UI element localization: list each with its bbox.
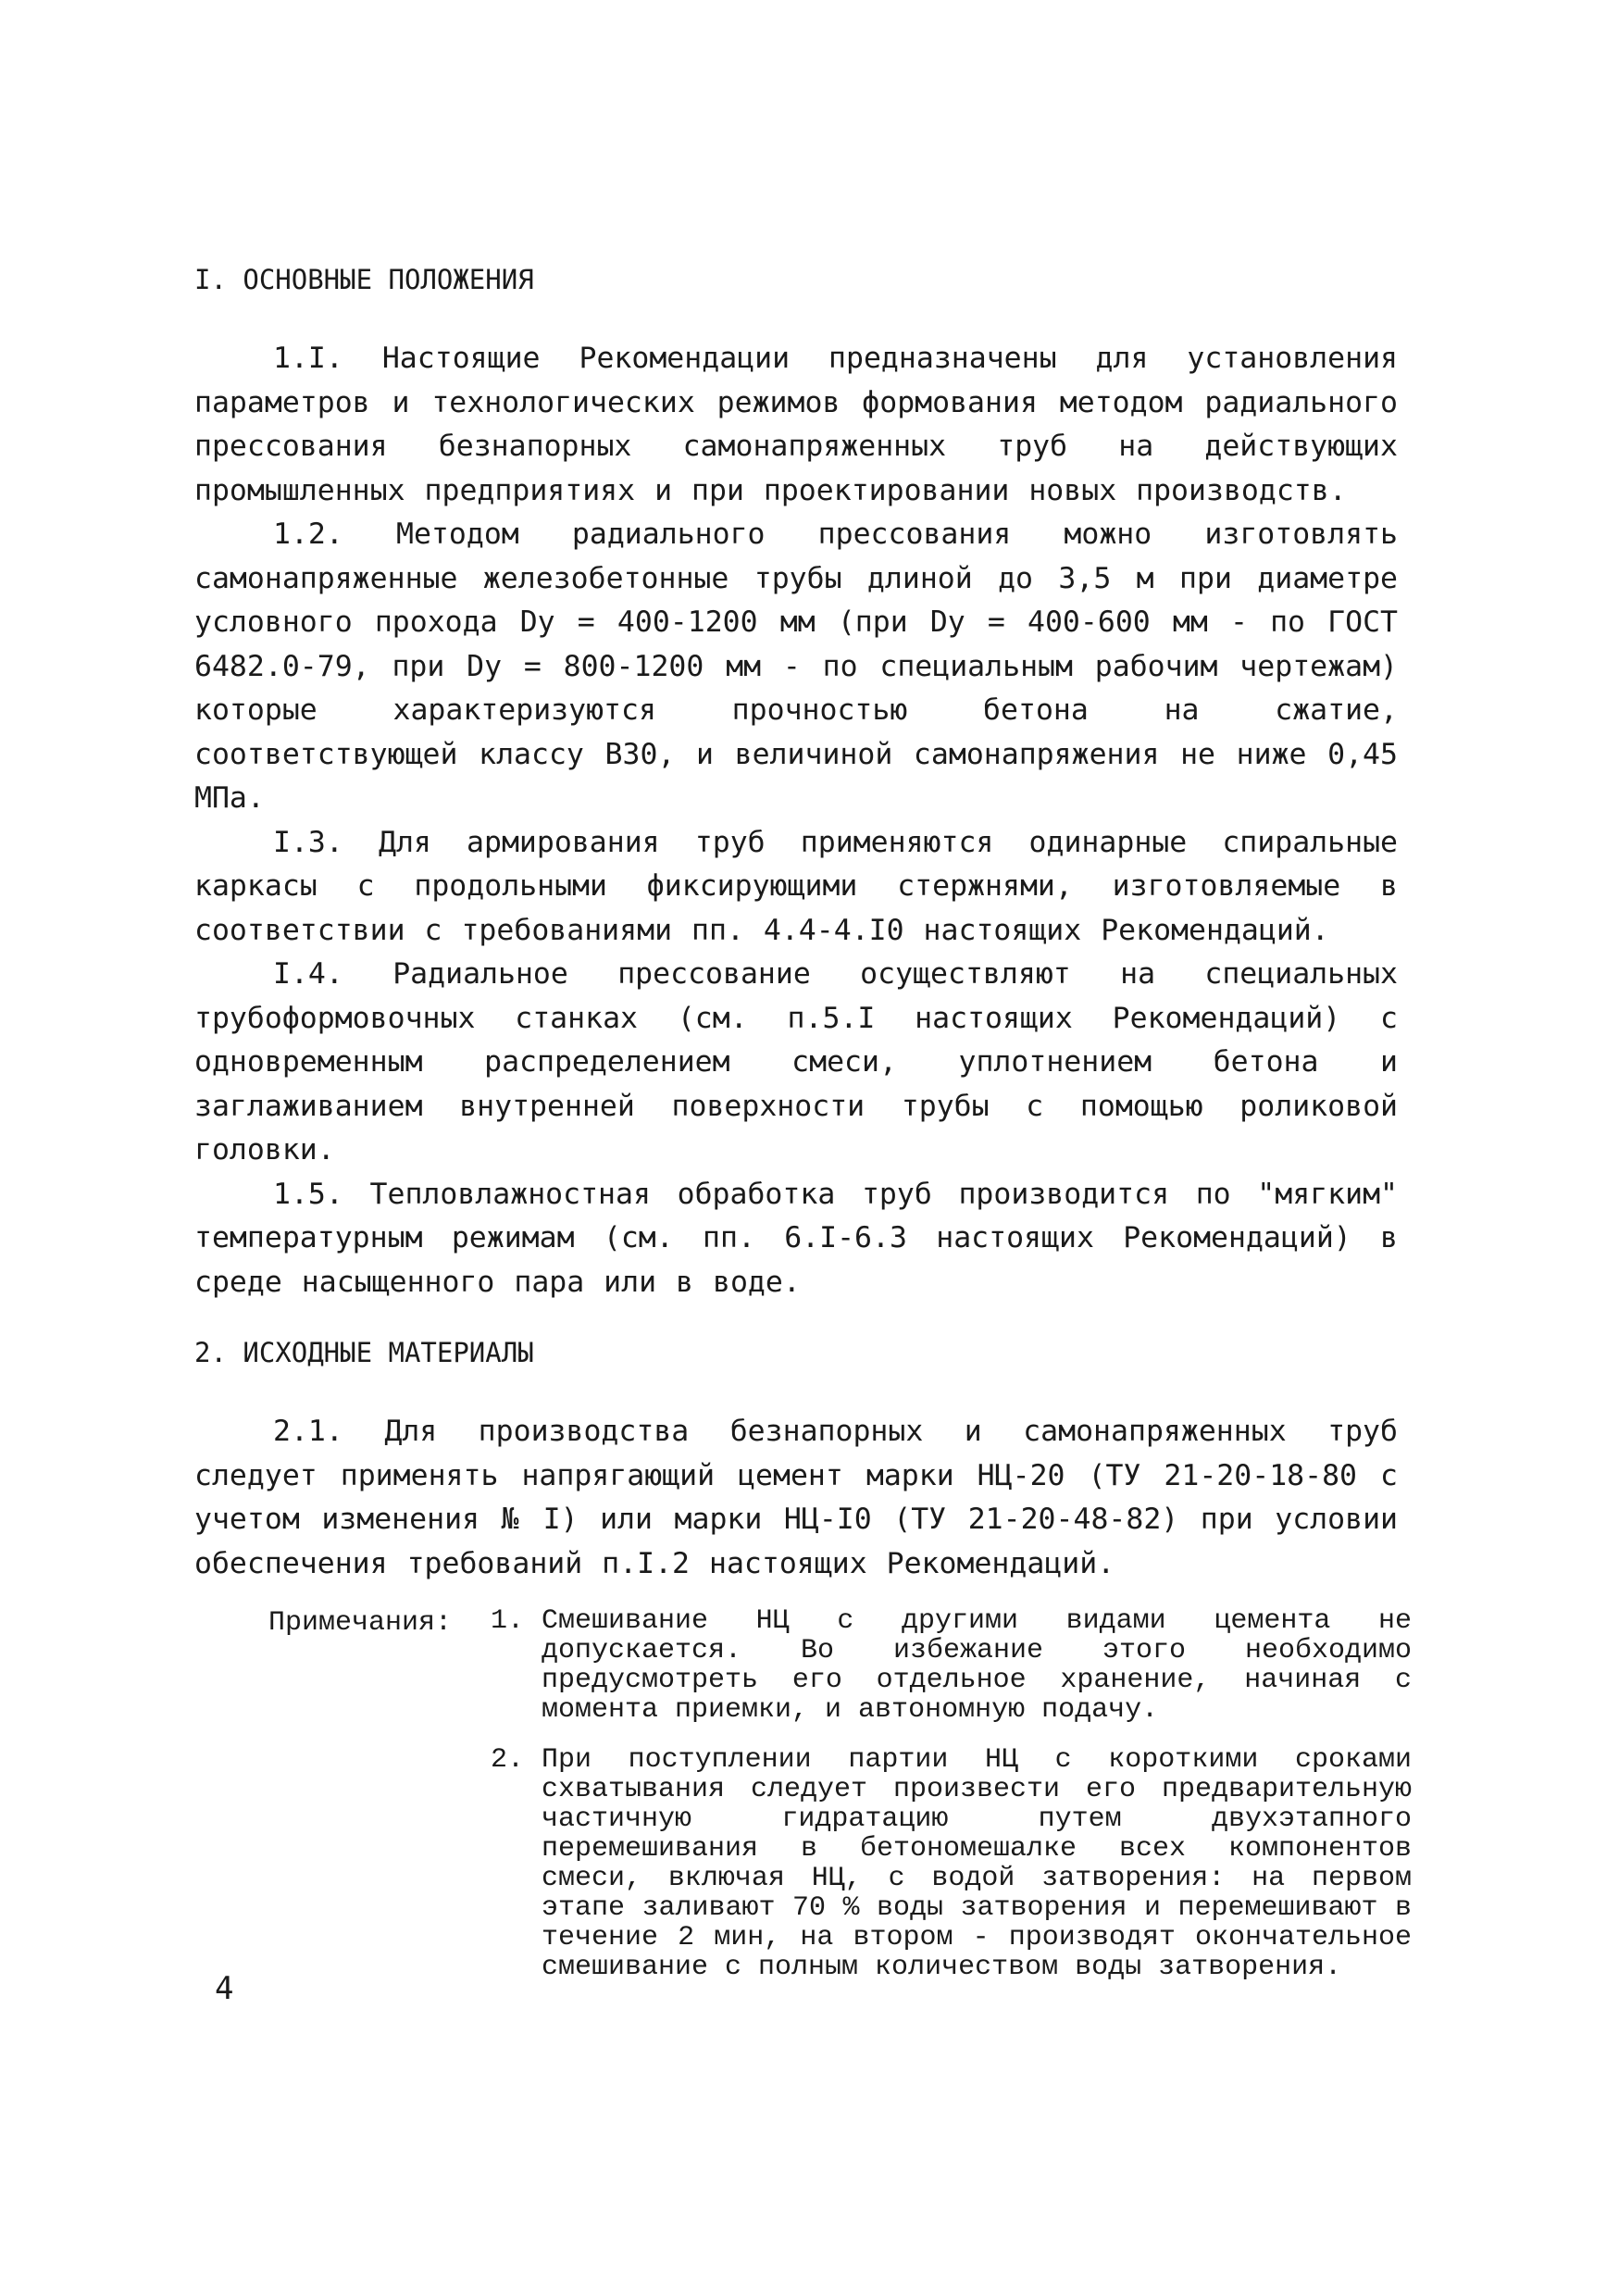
note-number: 2. xyxy=(491,1744,525,1776)
paragraph-1-3: I.3. Для армирования труб применяются одинарные спиральные каркасы с продольными фиксирующими стержнями, изготовляемые в соответствии с требованиями пп. 4.4-4.I0 настоящих Рекомендаций. xyxy=(194,825,1398,947)
note-text: При поступлении партии НЦ с короткими сроками схватывания следует произвести его предварительную частичную гидратацию путем двухэтапного перемешивания в бетономешалке всех компонентов смеси, включая НЦ, с водой затворения: на первом этапе заливают 70 % воды затворения и перемешивают в течение 2 мин, на втором - производят окончательное смешивание с полным количеством воды затворения. xyxy=(542,1744,1412,1983)
paragraph-1-5: 1.5. Тепловлажностная обработка труб производится по "мягким" температурным режимам (см. пп. 6.I-6.3 настоящих Рекомендаций) в среде насыщенного пара или в воде. xyxy=(194,1177,1398,1299)
note-item xyxy=(491,1605,1412,1726)
note-item xyxy=(491,1744,1412,1983)
page-number: 4 xyxy=(215,1970,234,2007)
paragraph-2-1: 2.1. Для производства безнапорных и самонапряженных труб следует применять напрягающий цемент марки НЦ-20 (ТУ 21-20-18-80 с учетом изменения № I) или марки НЦ-I0 (ТУ 21-20-48-82) при условии обеспечения требований п.I.2 настоящих Рекомендаций. xyxy=(194,1415,1398,1580)
paragraph-1-4: I.4. Радиальное прессование осуществляют на специальных трубоформовочных станках (см. п.5.I настоящих Рекомендаций) с одновременным распределением смеси, уплотнением бетона и заглаживанием внутренней поверхности трубы с помощью роликовой головки. xyxy=(194,957,1398,1167)
paragraph-1-1: 1.I. Настоящие Рекомендации предназначены для установления параметров и технологических режимов формования методом радиального прессования безнапорных самонапряженных труб на действующих промышленных предприятиях и при проектировании новых производств. xyxy=(194,342,1398,507)
paragraph-1-2: 1.2. Методом радиального прессования можно изготовлять самонапряженные железобетонные трубы длиной до 3,5 м при диаметре условного прохода Dy = 400-1200 мм (при Dy = 400-600 мм - по ГОСТ 6482.0-79, при Dy = 800-1200 мм - по специальным рабочим чертежам) которые характеризуются прочностью бетона на сжатие, соответствующей классу В30, и величиной самонапряжения не ниже 0,45 МПа. xyxy=(194,518,1398,815)
section-1-title: I. ОСНОВНЫЕ ПОЛОЖЕНИЯ xyxy=(194,264,534,295)
section-2-title: 2. ИСХОДНЫЕ МАТЕРИАЛЫ xyxy=(194,1337,534,1368)
notes-block xyxy=(194,1605,1412,1983)
note-text: Смешивание НЦ с другими видами цемента не допускается. Во избежание этого необходимо предусмотреть его отдельное хранение, начиная с момента приемки, и автономную подачу. xyxy=(542,1605,1412,1726)
note-number: 1. xyxy=(491,1605,525,1637)
notes-label: Примечания: xyxy=(268,1607,453,1639)
document-page xyxy=(194,259,1412,2003)
